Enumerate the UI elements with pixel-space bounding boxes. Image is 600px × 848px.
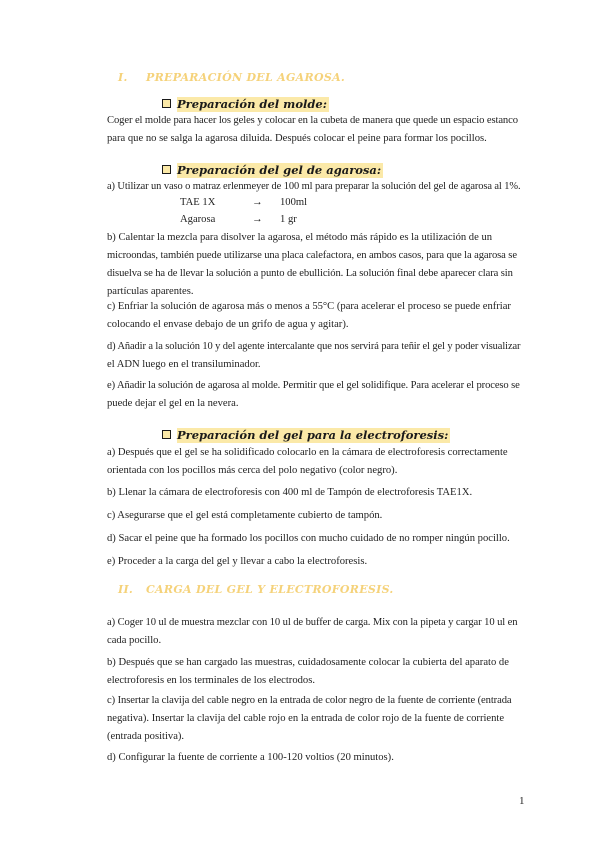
paragraph-line: puede dejar el gel en la nevera. — [107, 398, 239, 409]
paragraph-line: d) Añadir a la solución 10 y del agente intercalante que nos servirá para teñir el gel y poder visualizar — [107, 341, 521, 352]
paragraph-molde — [107, 112, 520, 148]
paragraph-line: d) Configurar la fuente de corriente a 100-120 voltios (20 minutos). — [107, 752, 394, 763]
page-number: 1 — [519, 795, 525, 807]
subheading-gel-electroforesis-title: Preparación del gel para la electroforesis: — [177, 428, 449, 442]
paragraph-line: microondas, también puede utilizarse una placa calefactora, en ambos casos, para que la agarosa se — [107, 250, 517, 261]
paragraph-line: c) Insertar la clavija del cable negro en la entrada de color negro de la fuente de corriente (entrada — [107, 695, 512, 706]
section-2-heading — [118, 583, 394, 596]
arrow-right-icon: → — [252, 197, 263, 208]
paragraph-line: partículas aparentes. — [107, 286, 194, 297]
paragraph-line: d) Sacar el peine que ha formado los pocillos con mucho cuidado de no romper ningún pocillo. — [107, 533, 510, 544]
step-c-insertar — [107, 692, 520, 746]
step-d-anadir — [107, 338, 520, 374]
step-d-configurar — [107, 749, 520, 767]
paragraph-line: electroforesis en los terminales de los electrodos. — [107, 675, 315, 686]
section-1-heading — [118, 71, 345, 84]
paragraph-line: disuelva se ha de llevar la solución a punto de ebullición. La solución final debe aparecer clara sin — [107, 268, 513, 279]
paragraph-line: a) Coger 10 ul de muestra mezclar con 10 ul de buffer de carga. Mix con la pipeta y cargar 10 ul en — [107, 617, 518, 628]
checkbox-bullet-icon — [162, 165, 171, 174]
step-a-vaso — [107, 178, 520, 196]
recipe-value: 100ml — [280, 197, 308, 208]
paragraph-line: b) Calentar la mezcla para disolver la agarosa, el método más rápido es la utilización de un — [107, 232, 493, 243]
paragraph-line: para que no se salga la agarosa diluida. Después colocar el peine para formar los pocillos. — [107, 133, 487, 144]
checkbox-bullet-icon — [162, 99, 171, 108]
subheading-molde-title: Preparación del molde: — [177, 97, 327, 111]
recipe-row-tae — [180, 197, 307, 208]
section-1-number: I. — [118, 71, 128, 84]
step-e-proceder — [107, 553, 520, 571]
subheading-molde — [162, 97, 329, 111]
paragraph-line: b) Llenar la cámara de electroforesis con 400 ml de Tampón de electroforesis TAE1X. — [107, 487, 473, 498]
recipe-name: TAE 1X — [180, 197, 216, 208]
step-c-enfriar — [107, 298, 520, 334]
section-1-title: PREPARACIÓN DEL AGAROSA. — [146, 71, 346, 84]
arrow-right-icon: → — [252, 214, 263, 225]
paragraph-line: el ADN luego en el transiluminador. — [107, 359, 261, 370]
paragraph-line: b) Después que se han cargado las muestras, cuidadosamente colocar la cubierta del aparato de — [107, 657, 509, 668]
step-b-calentar — [107, 229, 520, 301]
step-a-solidificado — [107, 444, 520, 480]
paragraph-line: cada pocillo. — [107, 635, 162, 646]
paragraph-line: Coger el molde para hacer los geles y colocar en la cubeta de manera que quede un espacio estanco — [107, 115, 518, 126]
recipe-name: Agarosa — [180, 214, 216, 225]
paragraph-line: negativa). Insertar la clavija del cable rojo en la entrada de color rojo de la fuente de corriente — [107, 713, 505, 724]
step-b-cargado — [107, 654, 520, 690]
checkbox-bullet-icon — [162, 430, 171, 439]
step-b-llenar — [107, 484, 520, 502]
step-a-coger — [107, 614, 520, 650]
recipe-value: 1 gr — [280, 214, 297, 225]
section-2-number: II. — [118, 583, 134, 596]
step-d-sacar — [107, 530, 520, 548]
section-2-title: CARGA DEL GEL Y ELECTROFORESIS. — [146, 583, 394, 596]
recipe-row-agarosa — [180, 214, 297, 225]
paragraph-line: a) Utilizar un vaso o matraz erlenmeyer de 100 ml para preparar la solución del gel de agarosa al 1%. — [107, 181, 521, 192]
paragraph-line: a) Después que el gel se ha solidificado colocarlo en la cámara de electroforesis correctamente — [107, 447, 508, 458]
subheading-gel-electroforesis — [162, 428, 450, 442]
step-e-molde — [107, 377, 520, 413]
step-c-asegurarse — [107, 507, 520, 525]
paragraph-line: e) Proceder a la carga del gel y llevar a cabo la electroforesis. — [107, 556, 368, 567]
paragraph-line: c) Asegurarse que el gel está completamente cubierto de tampón. — [107, 510, 383, 521]
paragraph-line: colocando el envase debajo de un grifo de agua y agitar). — [107, 319, 349, 330]
paragraph-line: (entrada positiva). — [107, 731, 185, 742]
subheading-gel-agarosa-title: Preparación del gel de agarosa: — [177, 163, 382, 177]
paragraph-line: orientada con los pocillos más cerca del polo negativo (color negro). — [107, 465, 398, 476]
paragraph-line: c) Enfriar la solución de agarosa más o menos a 55°C (para acelerar el proceso se puede enfriar — [107, 301, 511, 312]
paragraph-line: e) Añadir la solución de agarosa al molde. Permitir que el gel solidifique. Para acelerar el proceso se — [107, 380, 520, 391]
subheading-gel-agarosa — [162, 163, 383, 177]
